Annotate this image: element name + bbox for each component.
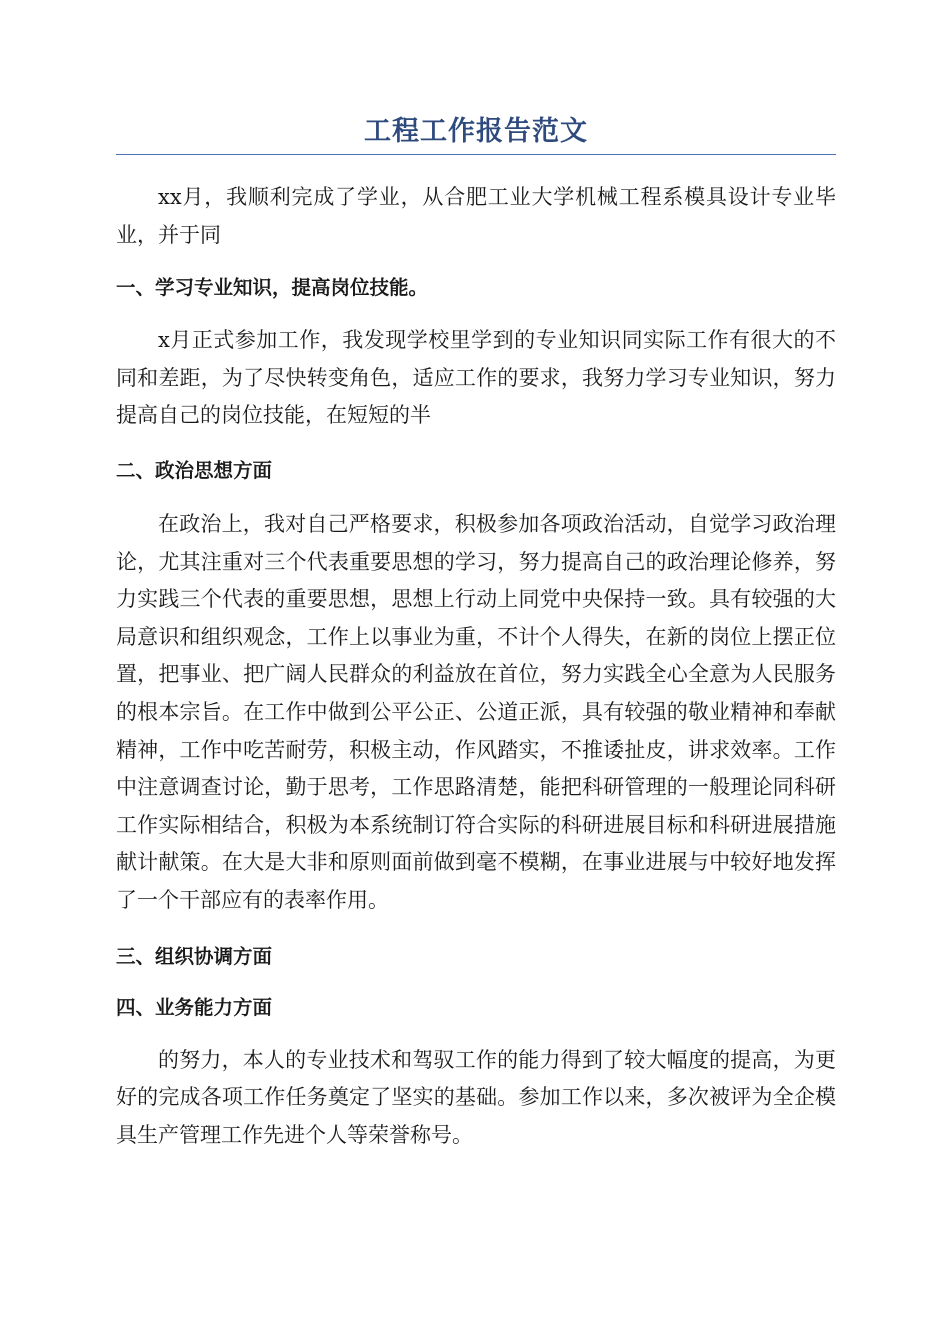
intro-paragraph: xx月，我顺利完成了学业，从合肥工业大学机械工程系模具设计专业毕业，并于同 xyxy=(116,185,836,247)
section-heading-2: 二、政治思想方面 xyxy=(116,458,273,482)
section-body-4: 的努力，本人的专业技术和驾驭工作的能力得到了较大幅度的提高，为更好的完成各项工作任务奠定了坚实的基础。参加工作以来，多次被评为全企模具生产管理工作先进个人等荣誉称号。 xyxy=(116,1047,836,1147)
section-heading-3: 三、组织协调方面 xyxy=(116,944,273,968)
document-title: 工程工作报告范文 xyxy=(116,112,836,155)
section-heading-4: 四、业务能力方面 xyxy=(116,995,273,1019)
section-heading-1: 一、学习专业知识，提高岗位技能。 xyxy=(116,276,429,300)
section-body-2: 在政治上，我对自己严格要求，积极参加各项政治活动，自觉学习政治理论，尤其注重对三个代表重要思想的学习，努力提高自己的政治理论修养，努力实践三个代表的重要思想，思想上行动上同党中央保持一致。具有较强的大局意识和组织观念，工作上以事业为重，不计个人得失，在新的岗位上摆正位置，把事业、把广阔人民群众的利益放在首位，努力实践全心全意为人民服务的根本宗旨。在工作中做到公平公正、公道正派，具有较强的敬业精神和奉献精神，工作中吃苦耐劳，积极主动，作风踏实，不推诿扯皮，讲求效率。工作中注意调查讨论，勤于思考，工作思路清楚，能把科研管理的一般理论同科研工作实际相结合，积极为本系统制订符合实际的科研进展目标和科研进展措施献计献策。在大是大非和原则面前做到毫不模糊，在事业进展与中较好地发挥了一个干部应有的表率作用。 xyxy=(116,511,836,912)
document-page xyxy=(116,112,836,1154)
section-body-1: x月正式参加工作，我发现学校里学到的专业知识同实际工作有很大的不同和差距，为了尽快转变角色，适应工作的要求，我努力学习专业知识，努力提高自己的岗位技能，在短短的半 xyxy=(116,328,836,428)
